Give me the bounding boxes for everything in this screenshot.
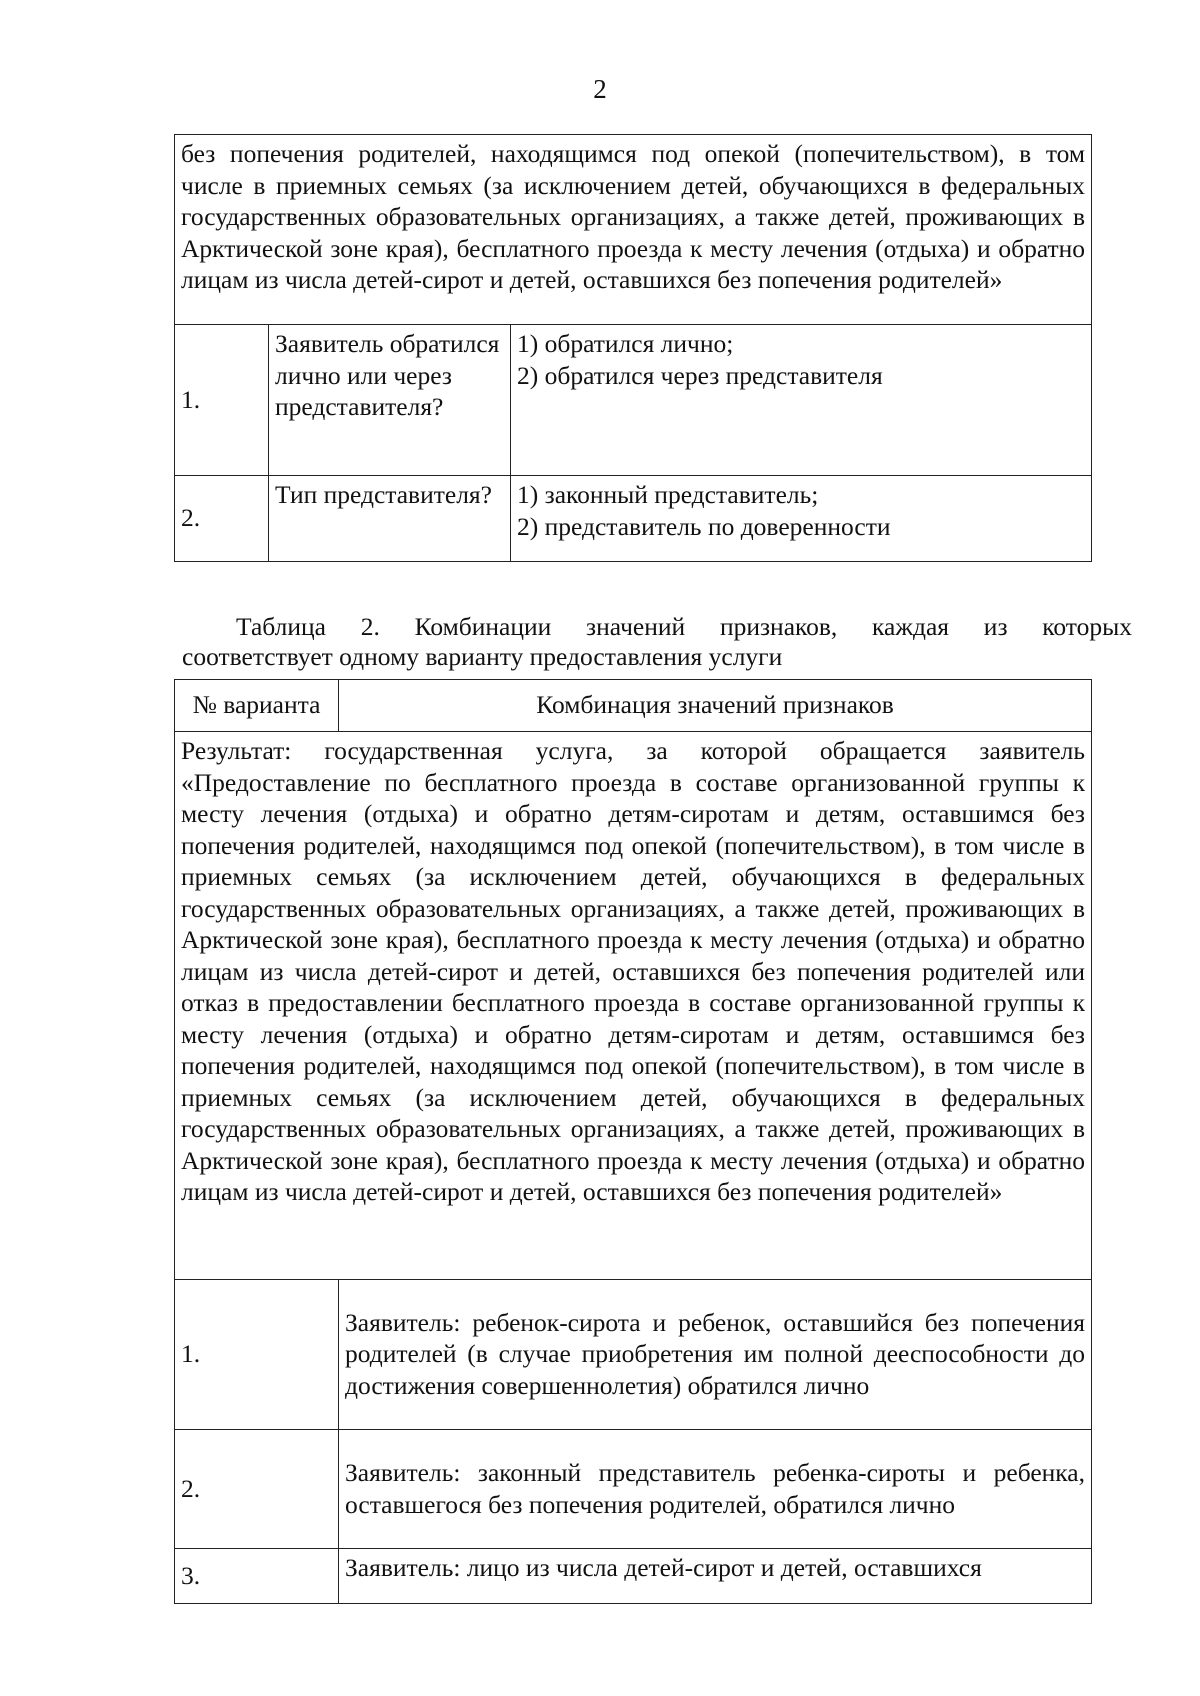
answer-option: 1) обратился лично; <box>517 329 734 358</box>
variant-combination: Заявитель: лицо из числа детей-сирот и детей, оставшихся <box>339 1549 1092 1604</box>
row-number: 2. <box>175 476 269 562</box>
variant-number: 1. <box>175 1280 339 1430</box>
row-number: 1. <box>175 325 269 476</box>
variant-combination: Заявитель: законный представитель ребенка-сироты и ребенка, оставшегося без попечения родителей, обратился лично <box>339 1430 1092 1549</box>
column-header: Комбинация значений признаков <box>339 680 1092 732</box>
answer-option: 1) законный представитель; <box>517 480 819 509</box>
criterion-question: Заявитель обратился лично или через представителя? <box>269 325 511 476</box>
table-row <box>175 476 1092 562</box>
caption-line: Таблица 2. Комбинации значений признаков, каждая из которых <box>236 612 1132 641</box>
variant-combination: Заявитель: ребенок-сирота и ребенок, оставшийся без попечения родителей (в случае приобретения им полной дееспособности до достижения совершеннолетия) обратился лично <box>339 1280 1092 1430</box>
answer-option: 2) обратился через представителя <box>517 360 883 390</box>
combinations-table <box>174 679 1092 1604</box>
criteria-table <box>174 134 1092 562</box>
criterion-question: Тип представителя? <box>269 476 511 562</box>
table-row <box>175 325 1092 476</box>
criterion-answers <box>511 476 1092 562</box>
table-row <box>175 1430 1092 1549</box>
table-header-row <box>175 680 1092 732</box>
table-row <box>175 1280 1092 1430</box>
table2-caption <box>182 612 1132 672</box>
variant-number: 2. <box>175 1430 339 1549</box>
variant-number: 3. <box>175 1549 339 1604</box>
service-description-cell: без попечения родителей, находящимся под опекой (попечительством), в том числе в приемных семьях (за исключением детей, обучающихся в федеральных государственных образовательных организациях, а также детей, проживающих в Арктической зоне края), бесплатного проезда к месту лечения (отдыха) и обратно лицам из числа детей-сирот и детей, оставшихся без попечения родителей» <box>175 135 1092 325</box>
result-row <box>175 732 1092 1280</box>
table-header-row <box>175 135 1092 325</box>
result-description: Результат: государственная услуга, за которой обращается заявитель «Предоставление по бесплатного проезда в составе организованной группы к месту лечения (отдыха) и обратно детям-сиротам и детям, оставшимся без попечения родителей, находящимся под опекой (попечительством), в том числе в приемных семьях (за исключением детей, обучающихся в федеральных государственных образовательных организациях, а также детей, проживающих в Арктической зоне края), бесплатного проезда к месту лечения (отдыха) и обратно лицам из числа детей-сирот и детей, оставшихся без попечения родителей или отказ в предоставлении бесплатного проезда в составе организованной группы к месту лечения (отдыха) и обратно детям-сиротам и детям, оставшимся без попечения родителей, находящимся под опекой (попечительством), в том числе в приемных семьях (за исключением детей, обучающихся в федеральных государственных образовательных организациях, а также детей, проживающих в Арктической зоне края), бесплатного проезда к месту лечения (отдыха) и обратно лицам из числа детей-сирот и детей, оставшихся без попечения родителей» <box>175 732 1092 1280</box>
criterion-answers <box>511 325 1092 476</box>
caption-line: соответствует одному варианту предоставления услуги <box>182 642 783 671</box>
page-number: 2 <box>593 74 607 104</box>
table-row <box>175 1549 1092 1604</box>
column-header: № варианта <box>175 680 339 732</box>
answer-option: 2) представитель по доверенности <box>517 511 891 541</box>
